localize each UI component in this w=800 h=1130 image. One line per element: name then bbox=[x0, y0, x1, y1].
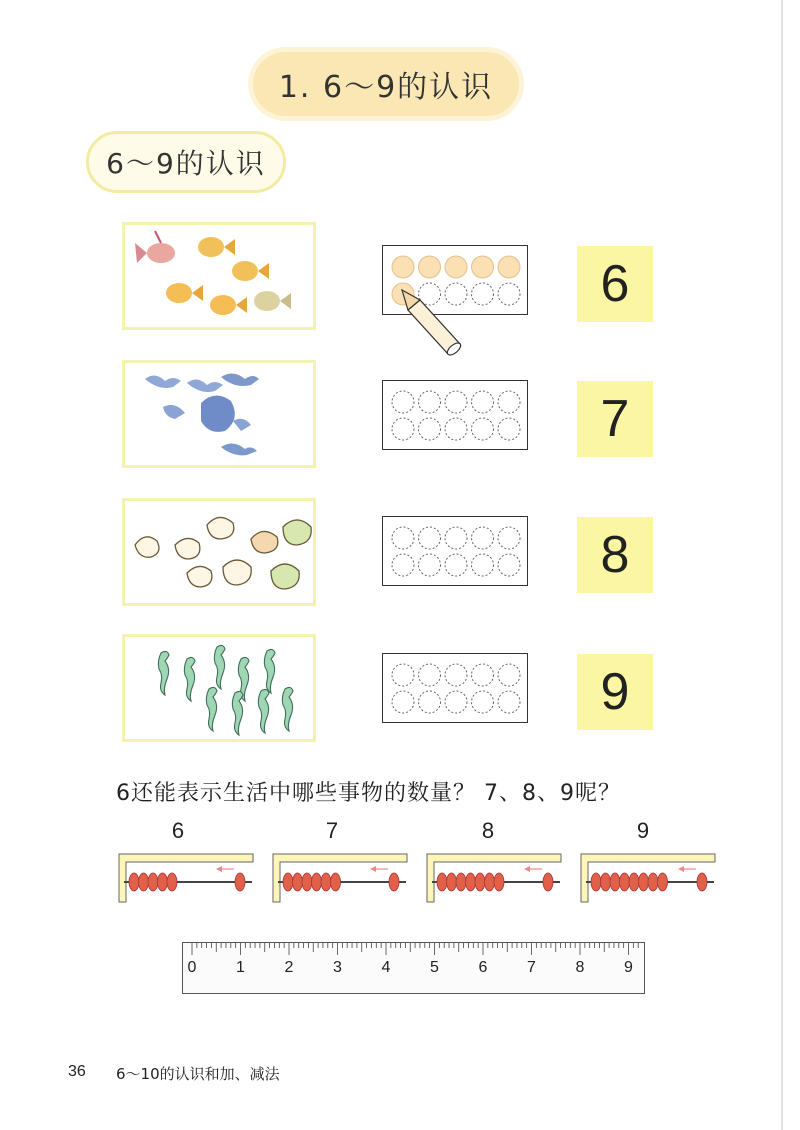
abacus-bead bbox=[639, 873, 649, 891]
abacus-label-9: 9 bbox=[636, 818, 650, 843]
frame-circle bbox=[419, 691, 441, 713]
seahorse bbox=[206, 687, 217, 731]
seahorse bbox=[214, 645, 225, 689]
frame-circle bbox=[445, 418, 467, 440]
numeral-9: 9 bbox=[577, 654, 653, 730]
ruler-number: 6 bbox=[478, 959, 488, 976]
birds-illustration bbox=[125, 363, 313, 465]
page-number: 36 bbox=[68, 1063, 86, 1080]
frame-circle bbox=[472, 283, 494, 305]
numeral-8: 8 bbox=[577, 517, 653, 593]
abacus-bead bbox=[302, 873, 312, 891]
frame-circle bbox=[445, 391, 467, 413]
fish-6 bbox=[254, 291, 291, 311]
discussion-question: 6还能表示生活中哪些事物的数量？ 7、8、9呢？ bbox=[116, 781, 621, 806]
abacus-bead bbox=[648, 873, 658, 891]
arrow-icon bbox=[678, 866, 684, 872]
frame-circle bbox=[392, 391, 414, 413]
fish-4 bbox=[166, 283, 203, 303]
frame-circle bbox=[472, 418, 494, 440]
fish-5 bbox=[210, 295, 247, 315]
abacus-bead bbox=[601, 873, 611, 891]
shell-7 bbox=[223, 560, 251, 585]
frame-circle bbox=[419, 527, 441, 549]
frame-circle bbox=[392, 554, 414, 576]
frame-circle bbox=[445, 691, 467, 713]
abacus-bead bbox=[293, 873, 303, 891]
fish-3 bbox=[232, 261, 269, 281]
counting-frame-6 bbox=[116, 850, 256, 906]
frame-circle bbox=[472, 527, 494, 549]
frame-circle bbox=[419, 554, 441, 576]
ruler-number: 5 bbox=[430, 959, 439, 976]
fish-illustration bbox=[125, 225, 313, 327]
frame-circle bbox=[392, 418, 414, 440]
seahorses-picture bbox=[122, 634, 316, 742]
abacus-label-8: 8 bbox=[481, 818, 495, 843]
abacus-label-7: 7 bbox=[325, 818, 339, 843]
counting-frame-7 bbox=[270, 850, 410, 906]
section-title: 6～9的认识 bbox=[86, 131, 286, 193]
abacus-bead bbox=[167, 873, 177, 891]
frame-circle bbox=[498, 664, 520, 686]
ruler-number: 2 bbox=[284, 959, 294, 976]
abacus-bead bbox=[321, 873, 331, 891]
ruler-number: 0 bbox=[187, 959, 197, 976]
abacus-bead bbox=[158, 873, 168, 891]
ruler-number: 3 bbox=[333, 959, 342, 976]
birds-picture bbox=[122, 360, 316, 468]
fish-1 bbox=[135, 231, 175, 263]
abacus-bead bbox=[283, 873, 293, 891]
shell-2 bbox=[175, 538, 200, 559]
abacus-bead bbox=[620, 873, 630, 891]
fish-picture bbox=[122, 222, 316, 330]
abacus-bead bbox=[447, 873, 457, 891]
arrow-icon bbox=[524, 866, 530, 872]
pencil-icon bbox=[396, 284, 466, 360]
numeral-7: 7 bbox=[577, 381, 653, 457]
ten-frame-7 bbox=[382, 380, 528, 450]
frame-circle bbox=[392, 691, 414, 713]
frame-circle bbox=[419, 664, 441, 686]
numeral-6: 6 bbox=[577, 246, 653, 322]
shell-4 bbox=[251, 531, 278, 553]
frame-circle bbox=[498, 391, 520, 413]
ruler-number: 4 bbox=[381, 959, 391, 976]
ruler bbox=[182, 942, 645, 994]
abacus-bead bbox=[697, 873, 707, 891]
arrow-icon bbox=[216, 866, 222, 872]
abacus-bead bbox=[543, 873, 553, 891]
abacus-bead bbox=[312, 873, 322, 891]
seahorse bbox=[232, 691, 243, 735]
seahorse bbox=[282, 687, 293, 731]
frame-circle bbox=[498, 527, 520, 549]
abacus-bead bbox=[235, 873, 245, 891]
ruler-number: 7 bbox=[527, 959, 536, 976]
frame-circle bbox=[472, 554, 494, 576]
abacus-bead bbox=[437, 873, 447, 891]
arrow-icon bbox=[370, 866, 376, 872]
shell-8 bbox=[271, 564, 299, 589]
shells-picture bbox=[122, 498, 316, 606]
seahorse bbox=[264, 649, 275, 693]
abacus-bead bbox=[494, 873, 504, 891]
shell-6 bbox=[187, 566, 212, 587]
frame-circle bbox=[419, 391, 441, 413]
abacus-label-6: 6 bbox=[171, 818, 185, 843]
abacus-bead bbox=[456, 873, 466, 891]
abacus-bead bbox=[466, 873, 476, 891]
frame-circle bbox=[498, 283, 520, 305]
abacus-bead bbox=[591, 873, 601, 891]
shells-illustration bbox=[125, 501, 313, 603]
abacus-bead bbox=[610, 873, 620, 891]
seahorse bbox=[158, 651, 169, 695]
ruler-number: 1 bbox=[236, 959, 245, 976]
abacus-bead bbox=[331, 873, 341, 891]
frame-circle bbox=[392, 664, 414, 686]
frame-circle bbox=[445, 256, 467, 278]
frame-circle bbox=[392, 527, 414, 549]
fish-2 bbox=[198, 237, 235, 257]
seahorses-illustration bbox=[125, 637, 313, 739]
abacus-bead bbox=[485, 873, 495, 891]
frame-circle bbox=[419, 256, 441, 278]
abacus-bead bbox=[148, 873, 158, 891]
frame-circle bbox=[472, 691, 494, 713]
frame-circle bbox=[445, 554, 467, 576]
frame-circle bbox=[472, 391, 494, 413]
ruler-number: 8 bbox=[575, 959, 585, 976]
shell-5 bbox=[283, 520, 311, 545]
abacus-bead bbox=[658, 873, 668, 891]
ten-frame-9 bbox=[382, 653, 528, 723]
abacus-bead bbox=[475, 873, 485, 891]
frame-circle bbox=[445, 527, 467, 549]
seahorse bbox=[184, 657, 195, 701]
frame-circle bbox=[472, 256, 494, 278]
abacus-bead bbox=[389, 873, 399, 891]
abacus-bead bbox=[139, 873, 149, 891]
page-edge-rule bbox=[781, 0, 783, 1130]
frame-circle bbox=[498, 554, 520, 576]
abacus-bead bbox=[129, 873, 139, 891]
frame-circle bbox=[472, 664, 494, 686]
frame-circle bbox=[392, 256, 414, 278]
lesson-title: 1. 6～9的认识 bbox=[253, 52, 519, 116]
counting-frame-8 bbox=[424, 850, 564, 906]
abacus-bead bbox=[629, 873, 639, 891]
shell-1 bbox=[135, 537, 159, 557]
frame-circle bbox=[498, 418, 520, 440]
chapter-title: 6～10的认识和加、减法 bbox=[116, 1065, 280, 1083]
seahorse bbox=[258, 689, 269, 733]
counting-frame-9 bbox=[578, 850, 718, 906]
frame-circle bbox=[419, 418, 441, 440]
frame-circle bbox=[498, 256, 520, 278]
frame-circle bbox=[445, 664, 467, 686]
frame-circle bbox=[498, 691, 520, 713]
shell-3 bbox=[207, 517, 234, 539]
ruler-number: 9 bbox=[624, 959, 633, 976]
ten-frame-8 bbox=[382, 516, 528, 586]
